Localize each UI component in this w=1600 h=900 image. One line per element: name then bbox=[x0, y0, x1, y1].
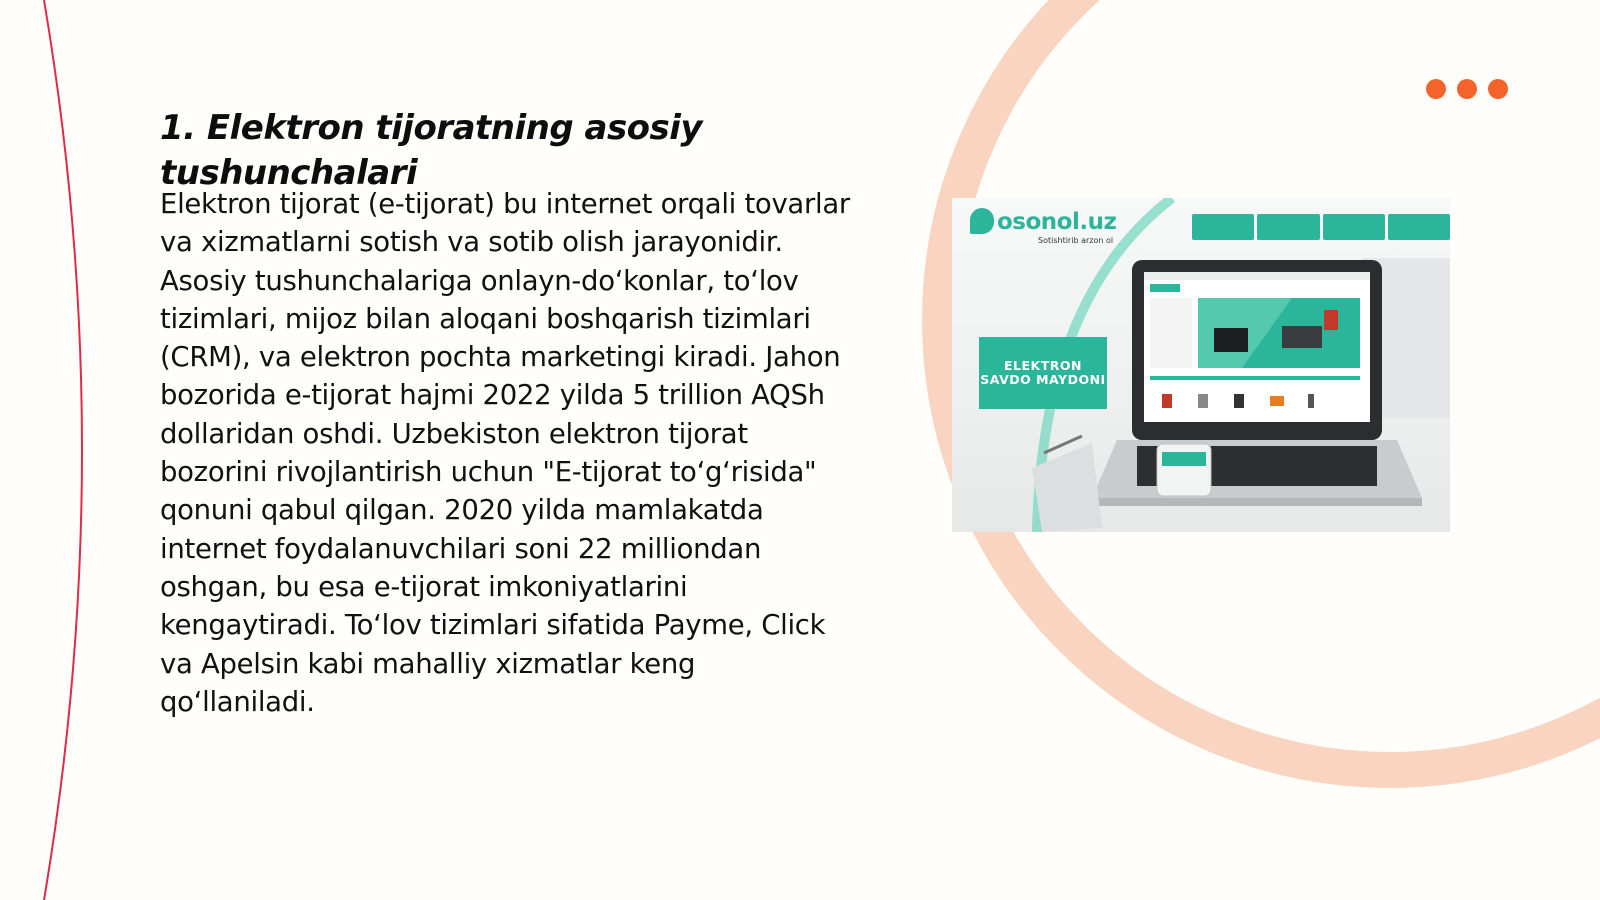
nav-item bbox=[1257, 214, 1319, 240]
dot-2 bbox=[1457, 79, 1477, 99]
dot-3 bbox=[1488, 79, 1508, 99]
slide-body-text: Elektron tijorat (e-tijorat) bu internet orqali tovarlar va xizmatlarni sotish va sotib olish jarayonidir. Asosiy tushunchalariga onlayn-do‘konlar, to‘lov tizimlari, mijoz bilan aloqani boshqarish tizimlari (CRM), va elektron pochta marketingi kiradi. Jahon bozorida e-tijorat hajmi 2022 yilda 5 trillion AQSh dollaridan oshdi. Uzbekiston elektron tijorat bozorini rivojlantirish uchun "E-tijorat to‘g‘risida" qonuni qabul qilgan. 2020 yilda mamlakatda internet foydalanuvchilari soni 22 milliondan oshgan, bu esa e-tijorat imkoniyatlarini kengaytiradi. To‘lov tizimlari sifatida Payme, Click va Apelsin kabi mahalliy xizmatlar keng qo‘llaniladi. bbox=[160, 188, 850, 718]
decorative-dots bbox=[1426, 79, 1508, 99]
nav-item bbox=[1323, 214, 1385, 240]
slide-title: 1. Elektron tijoratning asosiy tushunchalari bbox=[160, 108, 703, 193]
logo-tagline: Sotishtirib arzon ol bbox=[1038, 236, 1114, 245]
nav-item bbox=[1388, 214, 1450, 240]
marketplace-banner: ELEKTRON SAVDO MAYDONI bbox=[979, 337, 1107, 409]
osonol-logo: osonol.uz bbox=[970, 208, 1116, 235]
site-nav-bar bbox=[1192, 214, 1450, 240]
dot-1 bbox=[1426, 79, 1446, 99]
left-red-curve bbox=[44, 0, 82, 900]
nav-item bbox=[1192, 214, 1254, 240]
ecommerce-photo bbox=[952, 198, 1450, 532]
